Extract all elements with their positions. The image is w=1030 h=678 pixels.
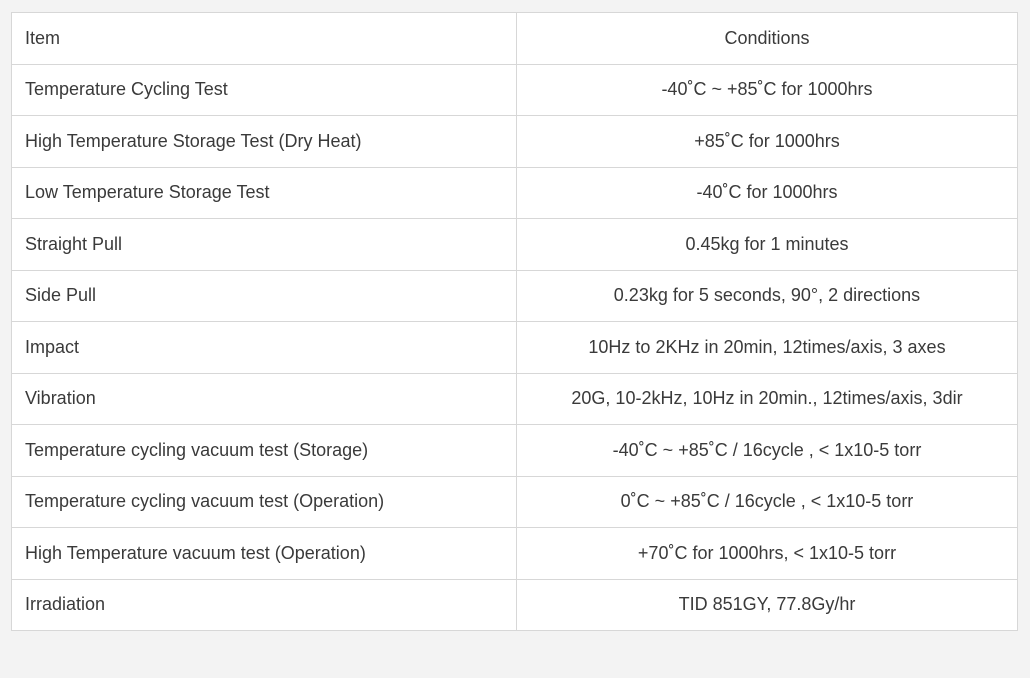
table-row — [12, 270, 1018, 322]
row-conditions: TID 851GY, 77.8Gy/hr — [517, 579, 1018, 631]
row-conditions: 20G, 10-2kHz, 10Hz in 20min., 12times/axis, 3dir — [517, 373, 1018, 425]
row-conditions: 0˚C ~ +85˚C / 16cycle , < 1x10-5 torr — [517, 476, 1018, 528]
header-conditions: Conditions — [517, 13, 1018, 65]
table-header-row — [12, 13, 1018, 65]
table-row — [12, 219, 1018, 271]
table-row — [12, 322, 1018, 374]
row-item: Side Pull — [12, 270, 517, 322]
row-item: Impact — [12, 322, 517, 374]
table-row — [12, 528, 1018, 580]
row-item: High Temperature Storage Test (Dry Heat) — [12, 116, 517, 168]
test-conditions-table — [11, 12, 1018, 631]
row-item: Temperature cycling vacuum test (Storage) — [12, 425, 517, 477]
row-conditions: +70˚C for 1000hrs, < 1x10-5 torr — [517, 528, 1018, 580]
table-body — [12, 13, 1018, 631]
row-item: Temperature cycling vacuum test (Operation) — [12, 476, 517, 528]
row-item: Irradiation — [12, 579, 517, 631]
table-row — [12, 167, 1018, 219]
header-item: Item — [12, 13, 517, 65]
row-item: High Temperature vacuum test (Operation) — [12, 528, 517, 580]
table-row — [12, 116, 1018, 168]
table-row — [12, 579, 1018, 631]
row-conditions: -40˚C ~ +85˚C for 1000hrs — [517, 64, 1018, 116]
row-item: Straight Pull — [12, 219, 517, 271]
table-row — [12, 373, 1018, 425]
table-row — [12, 476, 1018, 528]
row-conditions: 0.45kg for 1 minutes — [517, 219, 1018, 271]
row-conditions: -40˚C ~ +85˚C / 16cycle , < 1x10-5 torr — [517, 425, 1018, 477]
row-conditions: +85˚C for 1000hrs — [517, 116, 1018, 168]
row-conditions: 10Hz to 2KHz in 20min, 12times/axis, 3 axes — [517, 322, 1018, 374]
row-conditions: 0.23kg for 5 seconds, 90°, 2 directions — [517, 270, 1018, 322]
row-item: Low Temperature Storage Test — [12, 167, 517, 219]
row-conditions: -40˚C for 1000hrs — [517, 167, 1018, 219]
table-row — [12, 425, 1018, 477]
row-item: Temperature Cycling Test — [12, 64, 517, 116]
row-item: Vibration — [12, 373, 517, 425]
table-row — [12, 64, 1018, 116]
